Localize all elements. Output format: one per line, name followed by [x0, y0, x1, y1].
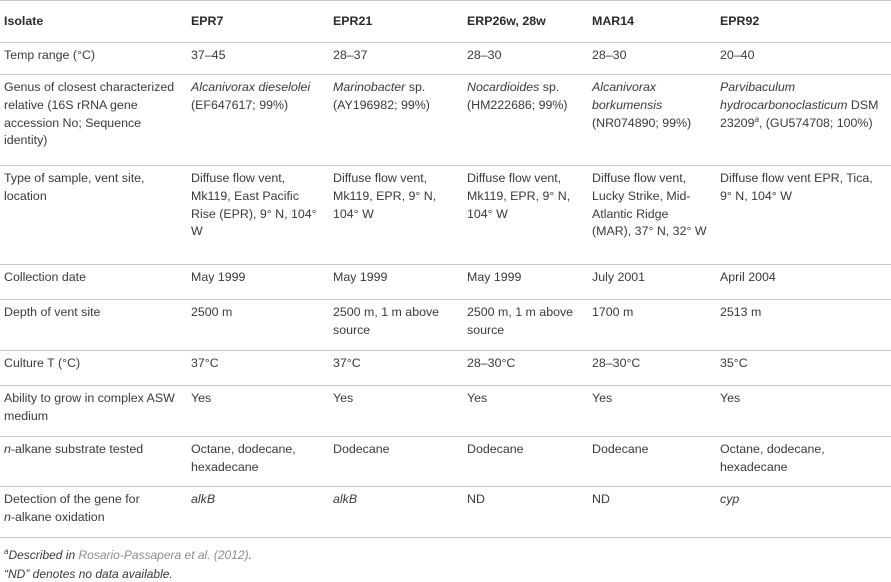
table-cell: Diffuse flow vent, Lucky Strike, Mid-Atlantic Ridge (MAR), 37° N, 32° W — [588, 166, 716, 265]
header-mar14: MAR14 — [588, 1, 716, 43]
table-cell: Dodecane — [588, 437, 716, 487]
table-cell: Yes — [588, 386, 716, 437]
table-row — [0, 487, 891, 538]
table-cell: 28–30 — [588, 43, 716, 75]
table-cell: Diffuse flow vent EPR, Tica, 9° N, 104° W — [716, 166, 891, 265]
italic-n: n — [4, 509, 11, 524]
row-label — [0, 487, 187, 538]
table-cell: 28–30°C — [463, 351, 588, 386]
row-label-text: -alkane substrate tested — [10, 442, 144, 456]
row-label: Type of sample, vent site, location — [0, 166, 187, 265]
strain-detail: DSM 23209 — [720, 97, 879, 130]
row-label: Genus of closest characterized relative (16S rRNA gene accession No; Sequence identity) — [0, 75, 187, 166]
table-cell: 2500 m, 1 m above source — [463, 300, 588, 351]
table-cell: alkB — [329, 487, 463, 538]
table-cell: 35°C — [716, 351, 891, 386]
row-label: Culture T (°C) — [0, 351, 187, 386]
accession-detail: sp. (AY196982; 99%) — [333, 80, 430, 112]
table-cell — [187, 75, 329, 166]
row-label: Collection date — [0, 265, 187, 300]
table-cell: Diffuse flow vent, Mk119, East Pacific Rise (EPR), 9° N, 104° W — [187, 166, 329, 265]
species-name: Alcanivorax borkumensis — [592, 80, 663, 112]
row-label: Depth of vent site — [0, 300, 187, 351]
table-cell — [716, 75, 891, 166]
table-row — [0, 386, 891, 437]
table-row — [0, 437, 891, 487]
table-cell — [329, 75, 463, 166]
table-cell: ND — [463, 487, 588, 538]
table-cell: Dodecane — [329, 437, 463, 487]
accession-detail: (NR074890; 99%) — [592, 115, 692, 130]
table-row — [0, 265, 891, 300]
table-cell: 37°C — [187, 351, 329, 386]
header-epr7: EPR7 — [187, 1, 329, 43]
table-cell: 37–45 — [187, 43, 329, 75]
table-cell — [588, 75, 716, 166]
species-name: Nocardioides — [467, 80, 540, 94]
row-label-text: Detection of the gene for — [4, 492, 140, 506]
table-cell: July 2001 — [588, 265, 716, 300]
footnote-mark: a — [754, 114, 759, 124]
table-cell: 28–30 — [463, 43, 588, 75]
table-cell: 2500 m — [187, 300, 329, 351]
table-cell: 1700 m — [588, 300, 716, 351]
table-cell: alkB — [187, 487, 329, 538]
table-cell: 2500 m, 1 m above source — [329, 300, 463, 351]
table-row — [0, 166, 891, 265]
species-name: Marinobacter — [333, 80, 406, 94]
table-cell: 28–30°C — [588, 351, 716, 386]
table-cell: 28–37 — [329, 43, 463, 75]
header-epr92: EPR92 — [716, 1, 891, 43]
footnote-a — [4, 548, 252, 562]
table-cell: Octane, dodecane, hexadecane — [187, 437, 329, 487]
citation-link[interactable]: Rosario-Passapera et al. (2012) — [78, 548, 249, 562]
row-label: Temp range (°C) — [0, 43, 187, 75]
accession-detail: , (GU574708; 100%) — [758, 115, 873, 130]
table-cell: 2513 m — [716, 300, 891, 351]
footnote-nd: “ND” denotes no data available. — [4, 567, 173, 581]
table-cell: Diffuse flow vent, Mk119, EPR, 9° N, 104° W — [329, 166, 463, 265]
table-row — [0, 300, 891, 351]
footnote-text: Described in — [8, 548, 79, 562]
row-label-text: -alkane oxidation — [10, 509, 105, 524]
table-cell: 37°C — [329, 351, 463, 386]
table-cell: May 1999 — [329, 265, 463, 300]
species-name: Alcanivorax dieselolei — [191, 80, 311, 94]
table-cell: Yes — [463, 386, 588, 437]
table-cell: Dodecane — [463, 437, 588, 487]
header-row — [0, 1, 891, 43]
header-erp26w-28w: ERP26w, 28w — [463, 1, 588, 43]
header-epr21: EPR21 — [329, 1, 463, 43]
table-cell: May 1999 — [463, 265, 588, 300]
table-row — [0, 351, 891, 386]
table-cell: Yes — [329, 386, 463, 437]
table-cell: 20–40 — [716, 43, 891, 75]
table-cell: Diffuse flow vent, Mk119, EPR, 9° N, 104° W — [463, 166, 588, 265]
table-cell: cyp — [716, 487, 891, 538]
table-cell: May 1999 — [187, 265, 329, 300]
accession-detail: (EF647617; 99%) — [191, 97, 289, 112]
row-label — [0, 437, 187, 487]
table-cell: Yes — [187, 386, 329, 437]
table-cell — [463, 75, 588, 166]
species-name: Parvibaculum hydrocarbonoclasticum — [720, 80, 848, 112]
row-label: Ability to grow in complex ASW medium — [0, 386, 187, 437]
italic-n: n — [4, 442, 11, 456]
footnote-mark: a — [4, 547, 9, 556]
accession-detail: sp. (HM222686; 99%) — [467, 80, 568, 112]
table-cell: ND — [588, 487, 716, 538]
table-row — [0, 43, 891, 75]
table-row — [0, 75, 891, 166]
table-cell: April 2004 — [716, 265, 891, 300]
footnote-text: . — [248, 548, 252, 562]
header-isolate: Isolate — [0, 1, 187, 43]
table-cell: Octane, dodecane, hexadecane — [716, 437, 891, 487]
table-cell: Yes — [716, 386, 891, 437]
